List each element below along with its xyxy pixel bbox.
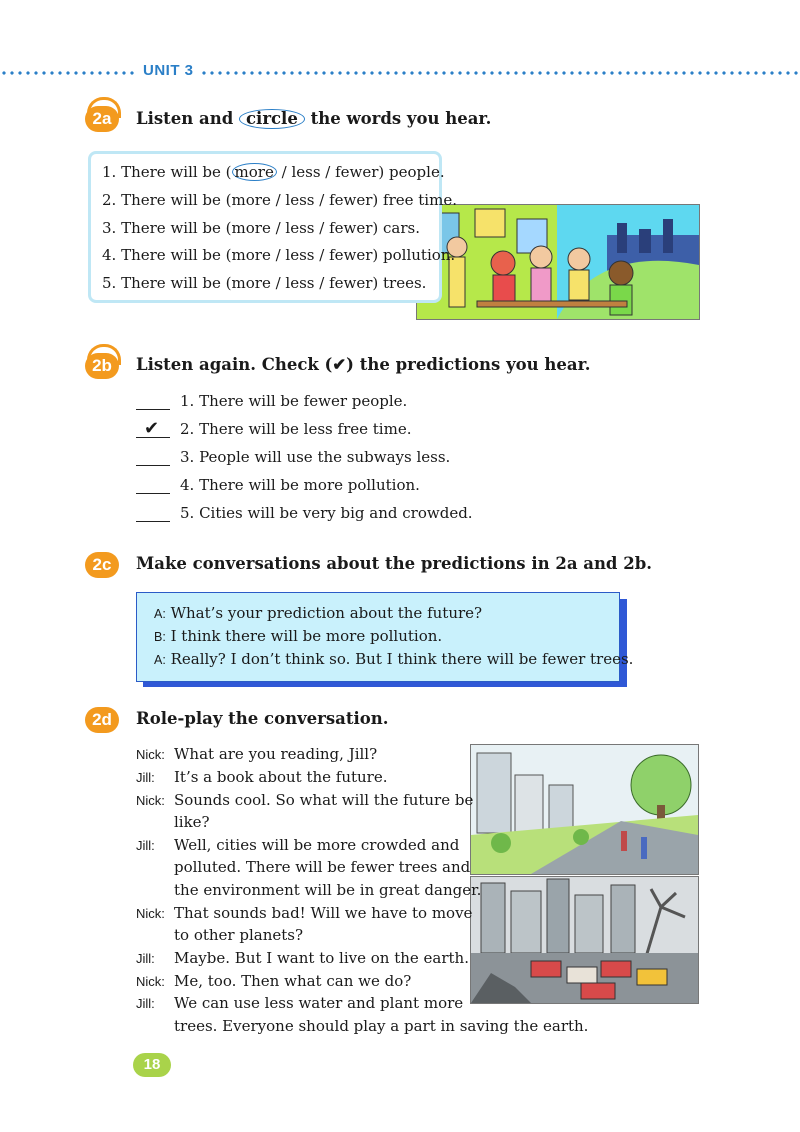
dialogue-line: trees. Everyone should play a part in saving the earth. — [174, 1017, 589, 1035]
instruction-2a: Listen and circle the words you hear. — [136, 109, 492, 128]
prediction-item: 2. There will be less free time. — [180, 420, 412, 438]
header-dots-right — [200, 71, 800, 75]
badge-2c: 2c — [85, 552, 119, 578]
answer-blank[interactable] — [136, 464, 170, 466]
badge-2b: 2b — [85, 353, 119, 379]
polluted-city-illustration — [470, 876, 699, 1004]
dialogue-line: Sounds cool. So what will the future be — [174, 791, 474, 809]
dialogue-line: It’s a book about the future. — [174, 768, 388, 786]
option-line-4: 4. There will be (more / less / fewer) pollution. — [102, 246, 456, 264]
answer-blank[interactable] — [136, 520, 170, 522]
speaker-name: Nick: — [136, 793, 165, 808]
option-line-2: 2. There will be (more / less / fewer) free time. — [102, 191, 457, 209]
prediction-item: 3. People will use the subways less. — [180, 448, 451, 466]
dialogue-line: polluted. There will be fewer trees and — [174, 858, 471, 876]
instruction-2b: Listen again. Check (✔) the predictions you hear. — [136, 355, 591, 374]
dialogue-line: the environment will be in great danger. — [174, 881, 482, 899]
circled-more: more — [232, 163, 277, 181]
option-line-1: 1. There will be ( more / less / fewer) people. — [102, 163, 445, 181]
prediction-item: 1. There will be fewer people. — [180, 392, 408, 410]
speaker-name: Jill: — [136, 951, 155, 966]
prediction-item: 5. Cities will be very big and crowded. — [180, 504, 473, 522]
dialogue-line: like? — [174, 813, 210, 831]
speaker-name: Nick: — [136, 906, 165, 921]
conversation-line: A: What’s your prediction about the future? — [154, 604, 483, 622]
dialogue-line: What are you reading, Jill? — [174, 745, 378, 763]
dialogue-line: Well, cities will be more crowded and — [174, 836, 460, 854]
dialogue-line: We can use less water and plant more — [174, 994, 464, 1012]
speaker-name: Nick: — [136, 974, 165, 989]
dialogue-line: Maybe. But I want to live on the earth. — [174, 949, 469, 967]
speaker-name: Nick: — [136, 747, 165, 762]
page-number: 18 — [133, 1053, 171, 1077]
dialogue-line: That sounds bad! Will we have to move — [174, 904, 473, 922]
prediction-item: 4. There will be more pollution. — [180, 476, 420, 494]
dialogue-line: Me, too. Then what can we do? — [174, 972, 412, 990]
badge-2a: 2a — [85, 106, 119, 132]
badge-2d: 2d — [85, 707, 119, 733]
speaker-name: Jill: — [136, 770, 155, 785]
option-line-5: 5. There will be (more / less / fewer) trees. — [102, 274, 427, 292]
header-dots-left — [0, 71, 138, 75]
classroom-illustration — [416, 204, 700, 320]
speaker-name: Jill: — [136, 838, 155, 853]
dialogue-line: to other planets? — [174, 926, 304, 944]
instruction-2d: Role-play the conversation. — [136, 709, 389, 728]
conversation-line: A: Really? I don’t think so. But I think there will be fewer trees. — [154, 650, 634, 668]
circled-word: circle — [239, 109, 305, 129]
conversation-line: B: I think there will be more pollution. — [154, 627, 443, 645]
speaker-name: Jill: — [136, 996, 155, 1011]
unit-label: UNIT 3 — [143, 62, 194, 79]
green-city-illustration — [470, 744, 699, 875]
check-mark: ✔ — [144, 418, 160, 439]
answer-blank[interactable] — [136, 408, 170, 410]
option-line-3: 3. There will be (more / less / fewer) cars. — [102, 219, 421, 237]
instruction-2c: Make conversations about the predictions in 2a and 2b. — [136, 554, 652, 573]
answer-blank[interactable] — [136, 492, 170, 494]
